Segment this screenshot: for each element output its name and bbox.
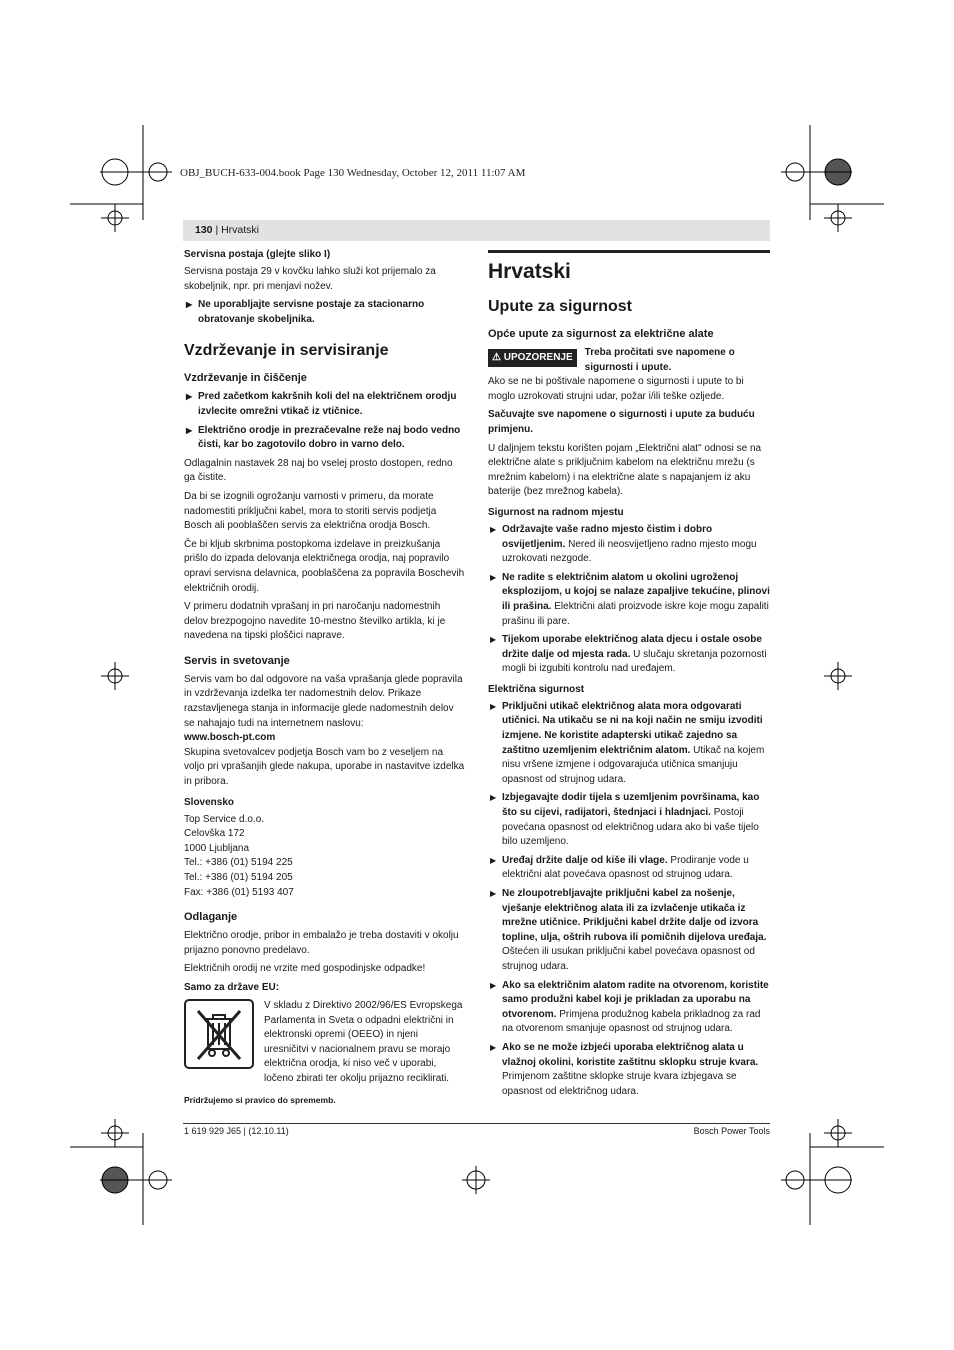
bullet-text: Električno orodje in prezračevalne reže naj bodo vedno čisti, kar bo zagotovilo dobro in varno delo. <box>198 424 461 451</box>
print-slug: OBJ_BUCH-633-004.book Page 130 Wednesday, October 12, 2011 11:07 AM <box>180 167 526 179</box>
bullet-arrow-icon: ▶ <box>490 524 497 534</box>
bullet-item <box>488 1041 770 1099</box>
change-note: Pridržujemo si pravico do sprememb. <box>184 1094 336 1105</box>
crossed-bin-icon <box>184 999 254 1069</box>
section-title-maintenance: Vzdrževanje in servisiranje <box>184 342 389 360</box>
bullet-arrow-icon: ▶ <box>490 572 497 582</box>
bullet-text: Primjenom zaštitne sklopke struje kvara izbjegava se opasnost od električnog udara. <box>502 1071 737 1097</box>
bullet-arrow-icon: ▶ <box>490 855 497 865</box>
bullet-item <box>184 298 466 327</box>
address-line: 1000 Ljubljana <box>184 842 250 854</box>
bullet-lead: Ako se ne može izbjeći uporaba električnog alata u vlažnoj okolini, koristite zaštitnu sklopku struje kvara. <box>502 1041 759 1068</box>
bullet-text: Utikač na kojem nisu vršene izmjene i odgovarajuća utičnica smanjuju opasnost od strujnog udara. <box>502 744 765 785</box>
bullet-lead: Ne radite s električnim alatom u okolini ugroženoj eksplozijom, u kojoj se nalaze zapaljive tekućine, plinovi ili prašina. <box>502 571 770 612</box>
eu-directive-text: V skladu z Direktivo 2002/96/ES Evropskega Parlamenta in Sveta o odpadni električni in elektronski opremi (OEEO) in njeni uresničitvi v nacionalnem pravu se morajo električna orodja, ki niso več v uporabi, ločeno zbirati ter okolju prijazno reciklirati. <box>264 999 463 1084</box>
bullet-text: Postoji povećana opasnost od električnog udara ako bi vaše tijelo bilo uzemljeno. <box>502 807 759 848</box>
subsection-title: Sigurnost na radnom mjestu <box>488 506 624 518</box>
paragraph: Električno orodje, pribor in embalažo je treba dostaviti v okolju prijazno ponovno predelavo. <box>184 930 459 956</box>
phone-line: Tel.: +386 (01) 5194 225 <box>184 857 293 869</box>
address-block <box>184 813 466 901</box>
bullet-lead: Ako sa električnim alatom radite na otvorenom, koristite samo produžni kabel koji je prikladan za uporabu na otvorenom. <box>502 979 769 1020</box>
phone-line: Tel.: +386 (01) 5194 205 <box>184 872 293 883</box>
bullet-lead: Izbjegavajte dodir tijela s uzemljenim površinama, kao što su cijevi, radijatori, štednjaci i hladnjaci. <box>502 792 760 819</box>
address-line: Celovška 172 <box>184 828 245 840</box>
bullet-item <box>488 979 770 1037</box>
eu-heading: Samo za države EU: <box>184 981 280 993</box>
bullet-text: Prodiranje vode u električni alat povećava opasnost od strujnog udara. <box>502 854 749 881</box>
bullet-lead: Tijekom uporabe električnog alata djecu i ostale osobe držite dalje od mjesta rada. <box>502 634 762 660</box>
bullet-arrow-icon: ▶ <box>490 980 497 990</box>
warning-badge <box>488 349 577 367</box>
paragraph: Servisna postaja 29 v kovčku lahko služi kot prijemalo za skobeljnik, npr. pri menjavi nožev. <box>184 266 436 292</box>
header-separator: | <box>212 224 222 236</box>
page-header-bar <box>183 220 770 241</box>
bullet-lead: Ne zloupotrebljavajte priključni kabel za nošenje, vješanje električnog alata ili za izvlačenje utikača iz mrežne utičnice. Priključni kabel držite dalje od izvora topline, ulja, oštrih rubova ili pomičnih dijelova uređaja. <box>502 888 767 943</box>
bullet-arrow-icon: ▶ <box>490 635 497 645</box>
bullet-text: Pred začetkom kakršnih koli del na električnem orodju izvlecite omrežni vtikač iz vtičnice. <box>198 391 457 417</box>
bullet-item <box>184 390 466 419</box>
subsection-title: Servis in svetovanje <box>184 654 290 667</box>
right-column <box>488 250 770 1103</box>
address-line: Top Service d.o.o. <box>184 813 265 825</box>
paragraph: Da bi se izognili ogrožanju varnosti v primeru, da morate nadomestiti priključni kabel, mora to storiti servis podjetja Bosch ali pooblaščen servis za električna orodja Bosch. <box>184 490 437 532</box>
subsection-title: Opće upute za sigurnost za električne alate <box>488 328 714 340</box>
warning-triangle-icon: ⚠ <box>492 352 501 363</box>
subsection-title: Električna sigurnost <box>488 683 585 695</box>
bullet-lead: Održavajte vaše radno mjesto čistim i dobro osvijetljenim. <box>502 523 713 550</box>
bullet-item <box>488 887 770 975</box>
title-rule <box>488 250 770 253</box>
paragraph: V primeru dodatnih vprašanj in pri naročanju nadomestnih delov brezpogojno navedite 10-mestno številko artikla, ki je navedena na tipski ploščici naprave. <box>184 601 446 642</box>
paragraph: Ako se ne bi poštivale napomene o sigurnosti i upute to bi moglo uzrokovati strujni udar, požar i/ili teške ozljede. <box>488 376 744 402</box>
language-title: Hrvatski <box>488 260 571 283</box>
footer-brand: Bosch Power Tools <box>693 1126 770 1136</box>
bullet-lead: Uređaj držite dalje od kiše ili vlage. <box>502 854 668 866</box>
paragraph: Odlagalnin nastavek 28 naj bo vselej prosto dostopen, redno ga čistite. <box>184 457 453 484</box>
crossed-bin-icon-graphic <box>186 1001 252 1067</box>
weee-block <box>184 999 466 1087</box>
bullet-item <box>488 791 770 849</box>
section-heading: Servisna postaja (glejte sliko I) <box>184 249 331 260</box>
bullet-item <box>184 424 466 453</box>
warning-block <box>488 346 770 375</box>
bullet-text: Oštećen ili usukan priključni kabel povećava opasnost od strujnog udara. <box>502 946 755 972</box>
bullet-item <box>488 571 770 629</box>
page-header <box>195 224 259 236</box>
header-language: Hrvatski <box>221 224 260 236</box>
bullet-text: Primjena produžnog kabela prikladnog za rad na otvorenom smanjuje opasnost od strujnog udara. <box>502 1008 761 1035</box>
bullet-arrow-icon: ▶ <box>186 425 193 435</box>
bullet-arrow-icon: ▶ <box>490 701 497 711</box>
bullet-item <box>488 523 770 567</box>
footer-rule <box>183 1123 770 1124</box>
paragraph: Servis vam bo dal odgovore na vaša vprašanja glede popravila in vzdrževanja izdelka ter nadomestnih delov. Prikaze razstavljenega stanja in informacije glede nadomestnih delov se nahajajo tudi na internetnem naslovu: <box>184 673 463 729</box>
bullet-arrow-icon: ▶ <box>490 1042 497 1052</box>
section-title-safety: Upute za sigurnost <box>488 298 633 315</box>
bullet-lead: Priključni utikač električnog alata mora odgovarati utičnici. Na utikaču se ni na koji način ne smiju izvoditi izmjene. Ne koristite adapterski utikač zajedno sa zaštitno uzemljenim električnim alatom. <box>502 700 763 756</box>
bullet-arrow-icon: ▶ <box>490 793 497 803</box>
paragraph: U daljnjem tekstu korišten pojam „Električni alat" odnosi se na električne alate s priključnim kabelom na električnu mrežu (s mrežnim kabelom) i na električne alate s napajanjem iz aku baterije (bez mrežnog kabela). <box>488 442 762 498</box>
bullet-arrow-icon: ▶ <box>186 300 193 310</box>
fax-line: Fax: +386 (01) 5193 407 <box>184 886 294 898</box>
page-number: 130 <box>195 224 213 236</box>
bullet-text: Ne uporabljajte servisne postaje za stacionarno obratovanje skobeljnika. <box>198 299 425 325</box>
footer-doc-number: 1 619 929 J65 | (12.10.11) <box>184 1126 289 1136</box>
bullet-item <box>488 633 770 677</box>
bullet-arrow-icon: ▶ <box>186 392 193 402</box>
bullet-text: Električni alati proizvode iskre koje mogu zapaliti prašinu ili pare. <box>502 600 769 627</box>
subsection-title: Vzdrževanje in čiščenje <box>184 372 307 385</box>
bullet-item <box>488 854 770 883</box>
paragraph: Električnih orodij ne vrzite med gospodinjske odpadke! <box>184 963 426 975</box>
bullet-item <box>488 700 770 788</box>
bullet-arrow-icon: ▶ <box>490 889 497 898</box>
country-heading: Slovensko <box>184 796 235 808</box>
warning-label: UPOZORENJE <box>503 352 573 363</box>
paragraph: Če bi kljub skrbnima postopkoma izdelave in preizkušanja prišlo do izpada delovanja električnega orodja, naj popravilo opravi servisna delavnica, pooblaščena za popravila Boschevih električnih orodij. <box>184 538 465 594</box>
subsection-title: Odlaganje <box>184 911 238 924</box>
warning-lead: Treba pročitati sve napomene o sigurnosti i upute. <box>584 347 735 373</box>
bullet-text: U slučaju skretanja pozornosti mogli bi izgubiti kontrolu nad uređajem. <box>502 648 767 675</box>
bullet-text: Nered ili neosvijetljeno radno mjesto mogu uzrokovati nezgode. <box>502 538 757 565</box>
website-link[interactable]: www.bosch-pt.com <box>184 732 276 744</box>
left-column <box>184 248 466 1107</box>
paragraph: Skupina svetovalcev podjetja Bosch vam bo z veseljem na voljo pri vprašanjih glede nakupa, uporabe in nastavitve izdelka in pribora. <box>184 746 465 788</box>
paragraph: Sačuvajte sve napomene o sigurnosti i upute za buduću primjenu. <box>488 409 755 435</box>
